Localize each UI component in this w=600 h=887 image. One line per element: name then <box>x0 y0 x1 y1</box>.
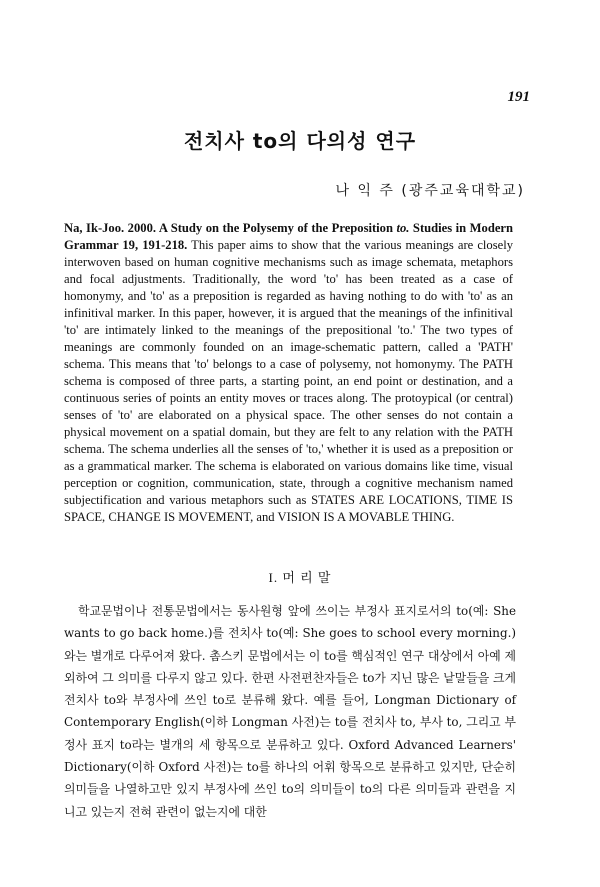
page-number: 191 <box>507 89 530 105</box>
citation-prefix: Na, Ik-Joo. 2000. A Study on the Polysemy of the Preposition <box>64 221 397 235</box>
paper-title: 전치사 to의 다의성 연구 <box>183 129 417 153</box>
body-paragraph: 학교문법이나 전통문법에서는 동사원형 앞에 쓰이는 부정사 표지로서의 to(예: She wants to go back home.)를 전치사 to(예: She goes to school every morning.)와는 별개로 다루어져 왔다. 촘스키 문법에서는 이 to를 핵심적인 연구 대상에서 아예 제외하여 그 의미를 다루지 않고 있다. 한편 사전편찬자들은 to가 지닌 많은 낱말들을 크게 전치사 to와 부정사에 쓰인 to로 분류해 왔다. 예를 들어, Longman Dictionary of Contemporary English(이하 Longman 사전)는 to를 전치사 to, 부사 to, 그리고 부정사 표지 to라는 별개의 세 항목으로 분류하고 있다. Oxford Advanced Learners' Dictionary(이하 Oxford 사전)는 to를 하나의 어휘 항목으로 분류하고 있지만, 단순히 의미들을 나열하고만 있지 부정사에 쓰인 to의 의미들이 to의 다른 의미들과 관련을 지니고 있는지 전혀 관련이 없는지에 대한 <box>64 604 516 819</box>
citation-suffix: Studies in Modern Grammar 19, 191-218. <box>64 221 514 252</box>
author-affiliation: 나 익 주 (광주교육대학교) <box>335 183 525 199</box>
abstract <box>64 220 513 526</box>
citation-italic: to. <box>396 221 410 235</box>
abstract-text: This paper aims to show that the various meanings are closely interwoven based on human cognitive mechanisms such as image schemata, metaphors and focal adjustments. Traditionally, the word 'to' has been treated as a case of homonymy, and 'to' as a preposition is regarded as having nothing to do with 'to' as an infinitival marker. In this paper, however, it is argued that the meanings of the infinitival 'to' are intimately linked to the meanings of the prepositional 'to.' The two types of meanings are commonly founded on an image-schematic pattern, called a 'PATH' schema. This means that 'to' belongs to a case of polysemy, not homonymy. The PATH schema is composed of three parts, a starting point, an end point or destination, and a continuous series of points an entity moves or traces along. The protoypical (or central) senses of 'to' are elaborated on a physical space. The other senses do not contain a physical movement on a spatial domain, but they are felt to any relation with the PATH schema. The schema underlies all the senses of 'to,' whether it is used as a preposition or as a grammatical marker. The schema is elaborated on various domains like time, visual perception or cognition, communication, state, through a cognitive mechanism named subjectification and various metaphors such as STATES ARE LOCATIONS, TIME IS SPACE, CHANGE IS MOVEMENT, and VISION IS A MOVABLE THING. <box>64 238 513 524</box>
section-heading: I. 머 리 말 <box>268 570 332 585</box>
